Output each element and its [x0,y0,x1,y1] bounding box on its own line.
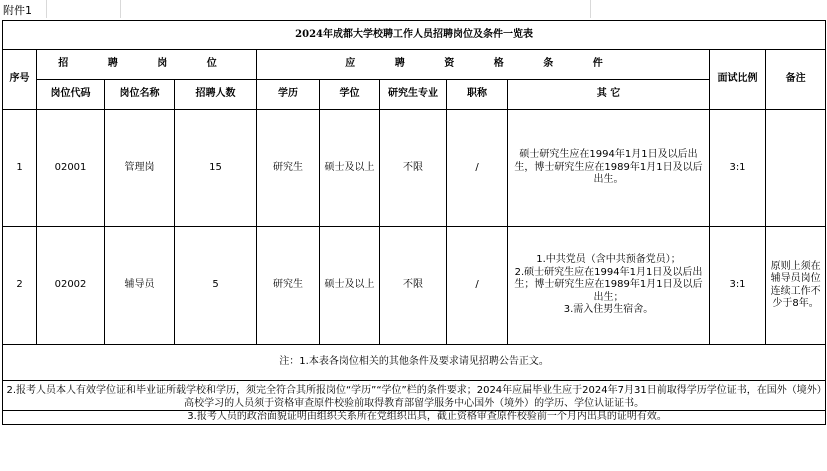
cell-seq: 2 [3,227,37,345]
col-header-degree: 学位 [320,80,380,110]
sheet-gridline [120,0,121,18]
other-line: 3.需入住男生宿舍。 [563,304,654,316]
cell-other: 硕士研究生应在1994年1月1日及以后出生，博士研究生应在1989年1月1日及以后出生。 [508,110,710,227]
header-seq: 序号 [3,50,37,110]
sheet-gridline [46,0,47,18]
note-3: 3.报考人员的政治面貌证明由组织关系所在党组织出具，截止资格审查原件校验前一个月内出具的证明有效。 [3,411,826,425]
cell-education: 研究生 [257,110,320,227]
note-1: 注：1.本表各岗位相关的其他条件及要求请见招聘公告正文。 [3,345,826,381]
header-remarks: 备注 [766,50,826,110]
col-header-title: 职称 [447,80,508,110]
cell-seq: 1 [3,110,37,227]
attachment-label: 附件1 [3,4,32,17]
cell-remark [766,110,826,227]
cell-name: 管理岗 [105,110,175,227]
sheet-gridline [590,0,591,18]
cell-remark: 原则上须在辅导员岗位连续工作不少于8年。 [766,227,826,345]
cell-education: 研究生 [257,227,320,345]
cell-other [508,227,710,345]
header-requirements: 应 聘 资 格 条 件 [257,50,710,80]
col-header-name: 岗位名称 [105,80,175,110]
col-header-code: 岗位代码 [37,80,105,110]
other-line: 1.中共党员（含中共预备党员）； [536,254,681,266]
col-header-count: 招聘人数 [175,80,257,110]
recruitment-table [2,20,826,425]
cell-title: / [447,110,508,227]
cell-name: 辅导员 [105,227,175,345]
cell-ratio: 3:1 [710,227,766,345]
col-header-major: 研究生专业 [380,80,447,110]
header-positions: 招 聘 岗 位 [37,50,257,80]
cell-code: 02001 [37,110,105,227]
col-header-other: 其 它 [508,80,710,110]
other-line: 2.硕士研究生应在1994年1月1日及以后出生；博士研究生应在1989年1月1日及以后出生； [514,266,703,303]
table-row [3,227,826,345]
note-2: 2.报考人员本人有效学位证和毕业证所载学校和学历，须完全符合其所报岗位“学历”“学位”栏的条件要求；2024年应届毕业生应于2024年7月31日前取得学历学位证书，在国外（境外）高校学习的人员须于资格审查原件校验前取得教育部留学服务中心国外（境外）的学历、学位认证证书。 [3,381,826,411]
table-row [3,110,826,227]
col-header-education: 学历 [257,80,320,110]
cell-count: 15 [175,110,257,227]
cell-title: / [447,227,508,345]
cell-ratio: 3:1 [710,110,766,227]
header-ratio: 面试比例 [710,50,766,110]
cell-major: 不限 [380,110,447,227]
cell-major: 不限 [380,227,447,345]
table-title: 2024年成都大学校聘工作人员招聘岗位及条件一览表 [3,21,826,50]
cell-count: 5 [175,227,257,345]
cell-degree: 硕士及以上 [320,227,380,345]
cell-code: 02002 [37,227,105,345]
cell-degree: 硕士及以上 [320,110,380,227]
